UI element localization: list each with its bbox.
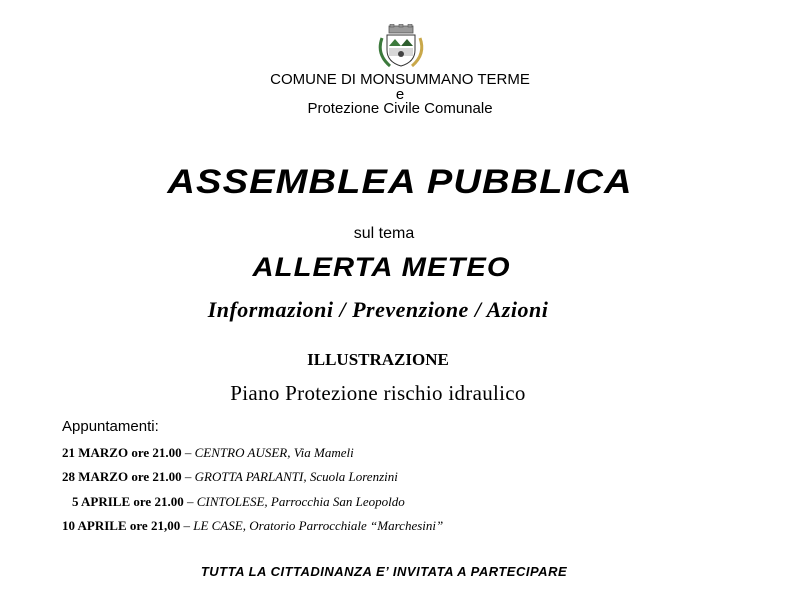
- appointments-label: Appuntamenti:: [62, 418, 159, 435]
- appointment-item: [62, 445, 354, 461]
- appointment-separator: –: [183, 494, 197, 509]
- appointment-date: 10 APRILE ore 21,00: [62, 518, 181, 533]
- page-title: ASSEMBLEA PUBBLICA: [167, 163, 633, 201]
- appointment-date: 28 MARZO ore 21.00: [62, 469, 182, 484]
- appointment-item: [62, 518, 443, 534]
- topic-heading: ALLERTA METEO: [252, 252, 511, 282]
- subtitle: Informazioni / Prevenzione / Azioni: [207, 297, 549, 322]
- issuer-line-2: e: [395, 86, 405, 103]
- appointment-place: LE CASE, Oratorio Parrocchiale “Marchesini”: [193, 518, 444, 533]
- piano-text: Piano Protezione rischio idraulico: [230, 381, 526, 405]
- tema-label: sul tema: [353, 225, 415, 242]
- appointment-date: 21 MARZO ore 21.00: [62, 445, 182, 460]
- appointment-place: CINTOLESE, Parrocchia San Leopoldo: [196, 494, 405, 509]
- appointment-separator: –: [180, 518, 194, 533]
- appointment-item: [62, 469, 398, 485]
- appointment-separator: –: [181, 445, 195, 460]
- appointment-place: CENTRO AUSER, Via Mameli: [194, 445, 354, 460]
- appointment-date: 5 APRILE ore 21.00: [72, 494, 184, 509]
- issuer-line-1: COMUNE DI MONSUMMANO TERME: [270, 71, 530, 88]
- appointment-place: GROTTA PARLANTI, Scuola Lorenzini: [194, 469, 398, 484]
- coat-of-arms-icon: [372, 24, 430, 70]
- appointment-item: [72, 494, 405, 510]
- issuer-line-3: Protezione Civile Comunale: [307, 100, 493, 117]
- illustrazione-heading: ILLUSTRAZIONE: [307, 350, 449, 369]
- appointment-separator: –: [181, 469, 195, 484]
- footer-invitation: TUTTA LA CITTADINANZA E’ INVITATA A PARTECIPARE: [200, 564, 568, 579]
